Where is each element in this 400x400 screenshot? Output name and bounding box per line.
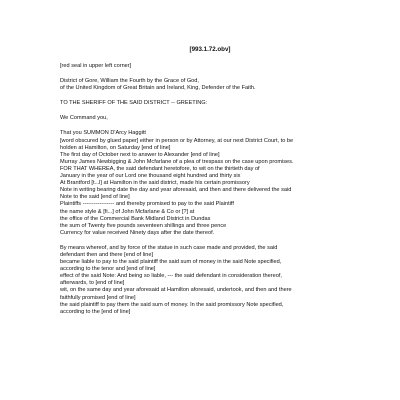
text-line: District of Gore, William the Fourth by the Grace of God, bbox=[60, 78, 199, 85]
text-line: according to the tenor and [end of line] bbox=[60, 266, 156, 273]
text-line: of the United Kingdom of Great Britain and Ireland, King, Defender of the Faith. bbox=[60, 85, 256, 92]
paragraph bbox=[60, 130, 360, 236]
text-line: effect of the said Note: And being so liable, --- the said defendant in consideration thereof, bbox=[60, 273, 282, 280]
text-line: Murray James Newbigging & John Mcfarlane of a plea of trespass on the case upon promises. bbox=[60, 158, 294, 165]
text-line: according to the [end of line] bbox=[60, 308, 131, 315]
text-line: the sum of Twenty five pounds seventeen shillings and three pence bbox=[60, 222, 227, 229]
text-line: Note in writing bearing date the day and year aforesaid, and then and there delivered the said bbox=[60, 187, 292, 194]
text-line: By means whereof, and by force of the statue in such case made and provided, the said bbox=[60, 244, 278, 251]
paragraph bbox=[60, 78, 360, 92]
text-line: The first day of October next to answer to Alexander [end of line] bbox=[60, 151, 220, 158]
text-line: became liable to pay to the said plaintiff the said sum of money in the said Note specified, bbox=[60, 259, 282, 266]
text-line: We Command you, bbox=[60, 115, 108, 122]
text-line: wit, on the same day and year aforesaid at Hamilton aforesaid, undertook, and then and there bbox=[60, 287, 292, 294]
text-line: faithfully promised [end of line] bbox=[60, 294, 136, 301]
text-line: the said plaintiff to pay them the said sum of money. In the said promissory Note specified, bbox=[60, 301, 284, 308]
text-line: the name style & [fi...] of John Mcfarlane & Co or [?] at bbox=[60, 208, 195, 215]
text-line: That you SUMMON D'Arcy Haggitt bbox=[60, 130, 146, 137]
text-line: January in the year of our Lord one thousand eight hundred and thirty six bbox=[60, 173, 241, 180]
text-line: TO THE SHERIFF OF THE SAID DISTRICT -- GREETING: bbox=[60, 100, 208, 107]
text-line: Note to the said [end of line] bbox=[60, 194, 130, 201]
text-line: FOR THAT WHEREA, the said defendant heretofore, to wit on the thirtieth day of bbox=[60, 165, 260, 172]
paragraph bbox=[60, 245, 360, 316]
text-line: afterwards, to [end of line] bbox=[60, 280, 125, 287]
text-line: holden at Hamilton, on Saturday [end of line] bbox=[60, 144, 171, 151]
text-line: defendant then and there [end of line] bbox=[60, 251, 153, 258]
text-line: the office of the Commercial Bank Midland District in Dundas bbox=[60, 215, 211, 222]
text-line: Plaintiffs ----------------- and thereby promised to pay to the said Plaintiff bbox=[60, 201, 234, 208]
paragraph bbox=[60, 100, 360, 107]
paragraph bbox=[60, 63, 360, 70]
document-title: [993.1.72.obv] bbox=[189, 46, 231, 53]
document-body bbox=[60, 63, 360, 316]
text-line: [word obscured by glued paper] either in person or by Attorney, at our next District Court, to be bbox=[60, 137, 294, 144]
text-line: [red seal in upper left corner] bbox=[60, 63, 132, 69]
text-line: Currency for value received Ninety days after the date thereof. bbox=[60, 229, 215, 236]
text-line: At Brantford [t...l] at Hamilton in the said district, made his certain promissory bbox=[60, 180, 250, 187]
paragraph bbox=[60, 115, 360, 122]
